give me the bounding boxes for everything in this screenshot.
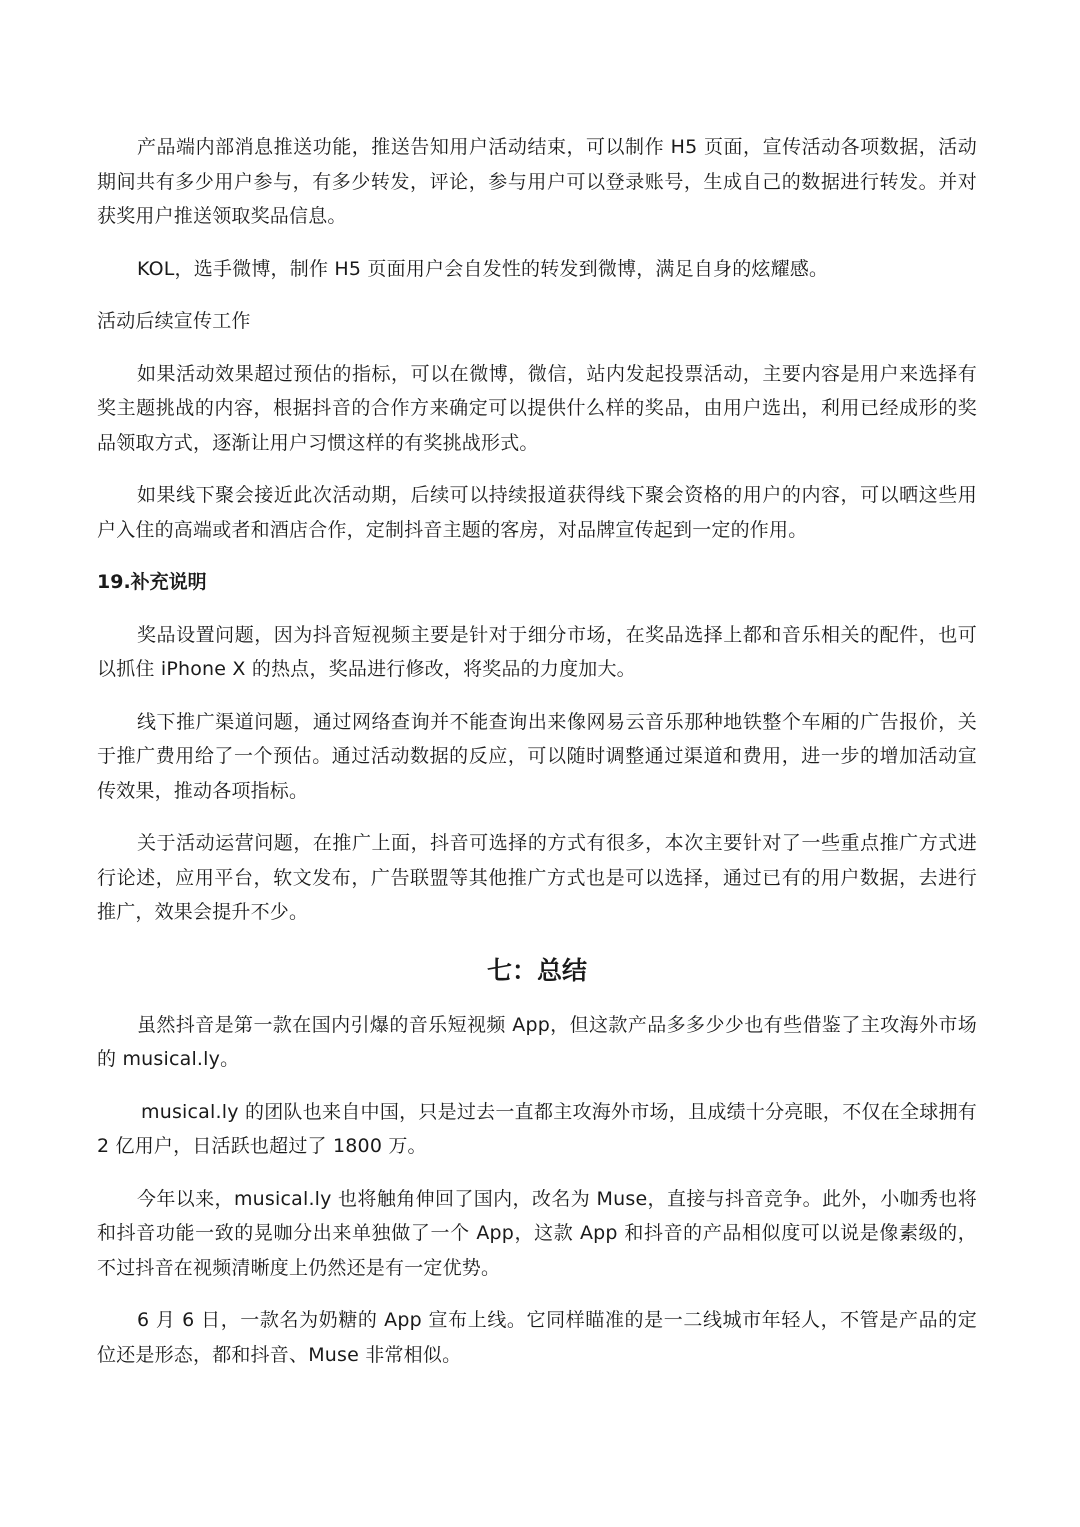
paragraph-operations: 关于活动运营问题，在推广上面，抖音可选择的方式有很多，本次主要针对了一些重点推广方式进行论述，应用平台，软文发布，广告联盟等其他推广方式也是可以选择，通过已有的用户数据，去进行推广，效果会提升不少。 xyxy=(97,832,977,923)
paragraph-summary-intro: 虽然抖音是第一款在国内引爆的音乐短视频 App，但这款产品多多少少也有些借鉴了主攻海外市场的 musical.ly。 xyxy=(97,1013,977,1070)
document-page xyxy=(97,130,977,1390)
subheading-supplement: 19.补充说明 xyxy=(97,571,207,593)
paragraph-summary-musically: musical.ly 的团队也来自中国，只是过去一直都主攻海外市场，且成绩十分亮眼，不仅在全球拥有 2 亿用户，日活跃也超过了 1800 万。 xyxy=(97,1100,977,1157)
paragraph-kol: KOL，选手微博，制作 H5 页面用户会自发性的转发到微博，满足自身的炫耀感。 xyxy=(137,257,829,280)
paragraph-summary-naitang: 6 月 6 日，一款名为奶糖的 App 宣布上线。它同样瞄准的是一二线城市年轻人，不管是产品的定位还是形态，都和抖音、Muse 非常相似。 xyxy=(97,1309,977,1366)
paragraph-prize-settings: 奖品设置问题，因为抖音短视频主要是针对于细分市场，在奖品选择上都和音乐相关的配件，也可以抓住 iPhone X 的热点，奖品进行修改，将奖品的力度加大。 xyxy=(97,623,977,680)
label-followup-promotion: 活动后续宣传工作 xyxy=(97,310,251,332)
paragraph-offline-meetup: 如果线下聚会接近此次活动期，后续可以持续报道获得线下聚会资格的用户的内容，可以晒这些用户入住的高端或者和酒店合作，定制抖音主题的客房，对品牌宣传起到一定的作用。 xyxy=(97,484,977,541)
paragraph-voting-activity: 如果活动效果超过预估的指标，可以在微博，微信，站内发起投票活动，主要内容是用户来选择有奖主题挑战的内容，根据抖音的合作方来确定可以提供什么样的奖品，由用户选出，利用已经成形的奖品领取方式，逐渐让用户习惯这样的有奖挑战形式。 xyxy=(97,362,977,454)
paragraph-summary-competition: 今年以来，musical.ly 也将触角伸回了国内，改名为 Muse，直接与抖音竞争。此外，小咖秀也将和抖音功能一致的晃咖分出来单独做了一个 App，这款 App 和抖音的产品相似度可以说是像素级的，不过抖音在视频清晰度上仍然还是有一定优势。 xyxy=(97,1187,977,1279)
paragraph-push-notification: 产品端内部消息推送功能，推送告知用户活动结束，可以制作 H5 页面，宣传活动各项数据，活动期间共有多少用户参与，有多少转发，评论，参与用户可以登录账号，生成自己的数据进行转发。并对获奖用户推送领取奖品信息。 xyxy=(97,136,977,227)
section-title-summary: 七：总结 xyxy=(486,955,587,985)
paragraph-offline-channels: 线下推广渠道问题，通过网络查询并不能查询出来像网易云音乐那种地铁整个车厢的广告报价，关于推广费用给了一个预估。通过活动数据的反应，可以随时调整通过渠道和费用，进一步的增加活动宣传效果，推动各项指标。 xyxy=(97,710,977,802)
